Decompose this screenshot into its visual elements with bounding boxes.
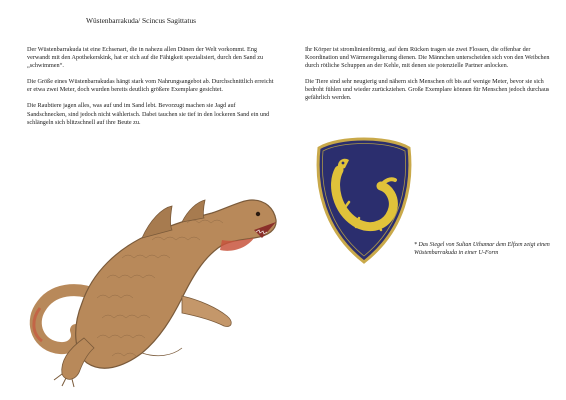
sultan-seal-shield [309,130,419,270]
right-page [283,0,566,400]
sand-barracuda-illustration [22,178,287,393]
paragraph-behavior: Die Tiere sind sehr neugierig und nähern sich Menschen oft bis auf wenige Meter, bevor sie sich bedroht fühlen und wieder zurückziehen. Große Exemplare können für Menschen jedoch durchaus gefährlich werden. [305,78,550,102]
page-title: Wüstenbarrakuda/ Scincus Sagittatus [86,16,197,25]
paragraph-intro: Der Wüstenbarrakuda ist eine Echsenart, die in nahezu allen Dünen der Welt vorkommt. Eng verwandt mit den Apothekerskink, hat er sich auf die Fähigkeit spezialisiert, durch den Sand zu „schwimmen“. [27,46,264,70]
paragraph-body-description: Ihr Körper ist stromlinienförmig, auf dem Rücken tragen sie zwei Flossen, die offenbar der Koordination und Wärmeregulierung dienen. Die Männchen unterscheiden sich von den Weibchen durch rötliche Schuppen an der Kehle, mit denen sie potenzielle Partner anlocken. [305,46,550,70]
seal-caption: * Das Siegel von Sultan Uthamar dem Elfzen zeigt einen Wüstenbarrakuda in einer U-Form [414,242,550,256]
right-text-column [305,46,557,111]
paragraph-hunting: Die Raubtiere jagen alles, was auf und im Sand lebt. Bevorzugt machen sie Jagd auf Sandschnecken, sind jedoch nicht wählerisch. Dabei tauchen sie tief in den lockeren Sand ein und schlängeln sich blitzschnell auf ihre Beute zu. [27,102,270,126]
paragraph-size: Die Größe eines Wüstenbarrakudas hängt stark vom Nahrungsangebot ab. Durchschnittlich erreicht er etwa zwei Meter, doch wurden bereits deutlich größere Exemplare gesichtet. [27,78,274,94]
left-text-column [27,46,275,135]
